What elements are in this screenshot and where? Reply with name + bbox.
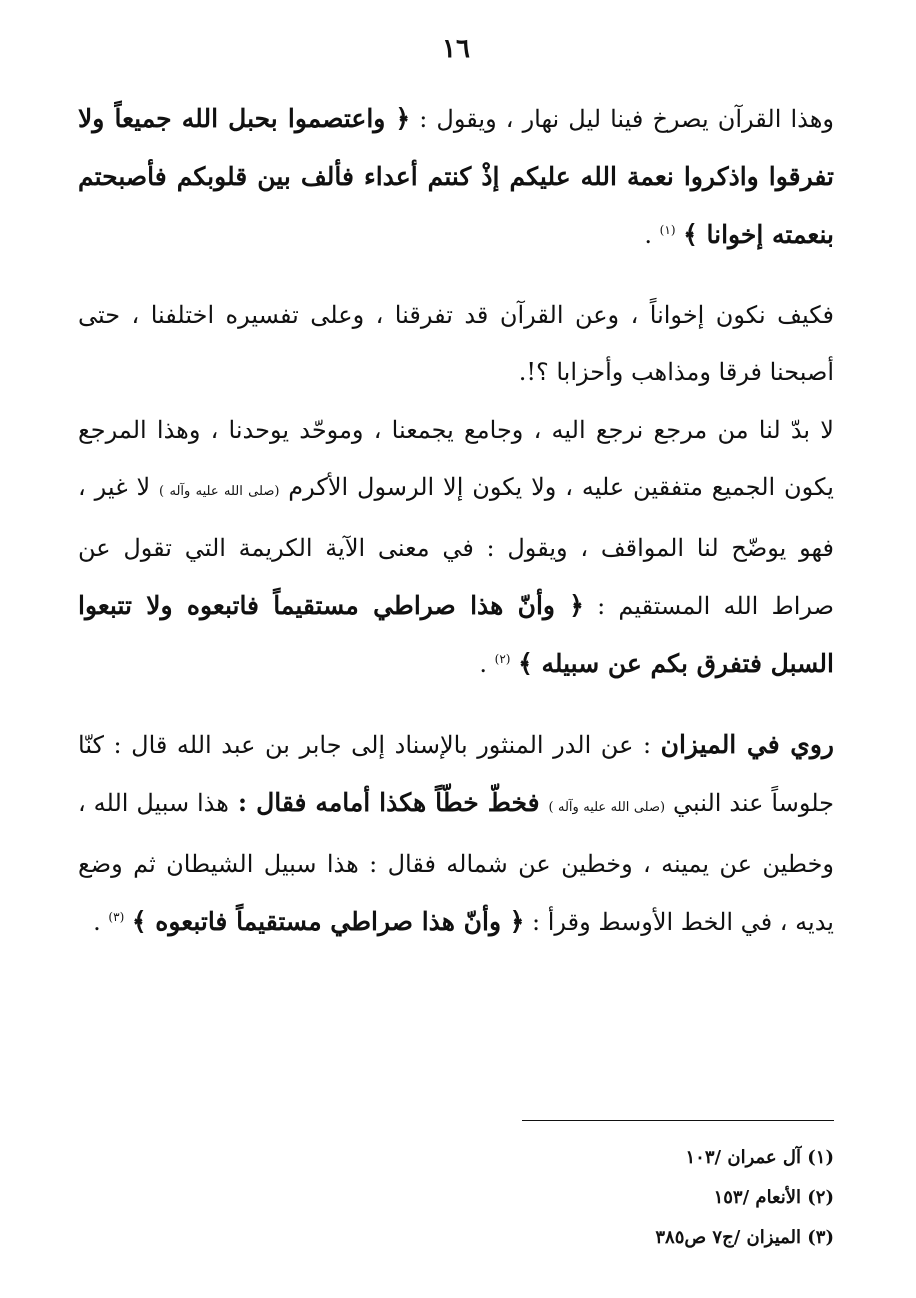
quran-verse: ﴿ وأنّ هذا صراطي مستقيماً فاتبعوه ﴾ bbox=[131, 907, 525, 936]
paragraph-3 bbox=[78, 402, 834, 693]
paragraph-text: لا غير ، فهو يوضّح لنا المواقف ، ويقول : في معنى الآية الكريمة التي تقول عن صراط الله المستقيم : bbox=[78, 473, 835, 620]
footnotes bbox=[434, 1138, 834, 1258]
footnote-ref: (٣) bbox=[108, 910, 125, 924]
salutation: (صلى الله عليه وآله ) bbox=[159, 484, 280, 499]
paragraph-text: هذا سبيل الله ، وخطين عن يمينه ، وخطين عن شماله فقال : هذا سبيل الشيطان ثم وضع يديه ، في الخط الأوسط وقرأ : bbox=[78, 789, 834, 936]
quran-verse: ﴿ وأنّ هذا صراطي مستقيماً فاتبعوه ولا تتبعوا السبل فتفرق بكم عن سبيله ﴾ bbox=[78, 591, 834, 678]
quran-verse: ﴿ واعتصموا بحبل الله جميعاً ولا تفرقوا واذكروا نعمة الله عليكم إذْ كنتم أعداء فألف بين قلوبكم فأصبحتم بنعمته إخوانا ﴾ bbox=[78, 104, 834, 249]
document-page bbox=[78, 0, 834, 1298]
footnote-ref: (٢) bbox=[494, 652, 511, 666]
paragraph-text: : عن الدر المنثور بالإسناد إلى جابر بن عبد الله قال : كنّا جلوساً عند النبي bbox=[78, 731, 834, 817]
footnote-3: (٣) الميزان /ج٧ ص٣٨٥ bbox=[655, 1227, 834, 1248]
footnote-ref: (١) bbox=[659, 223, 676, 237]
paragraph-text: وهذا القرآن يصرخ فينا ليل نهار ، ويقول : bbox=[410, 105, 834, 133]
paragraph-2 bbox=[78, 287, 834, 401]
paragraph-text: فكيف نكون إخواناً ، وعن القرآن قد تفرقنا ، وعلى تفسيره اختلفنا ، حتى أصبحنا فرقا ومذاهب وأحزابا ؟!. bbox=[78, 301, 834, 386]
footnote-2: (٢) الأنعام /١٥٣ bbox=[713, 1187, 834, 1208]
salutation: (صلى الله عليه وآله ) bbox=[548, 800, 666, 815]
footnote-divider bbox=[522, 1120, 834, 1121]
paragraph-1 bbox=[78, 90, 834, 264]
paragraph-4 bbox=[78, 716, 834, 951]
paragraph-bold-text: فخطّ خطّاً هكذا أمامه فقال : bbox=[228, 788, 549, 817]
paragraph-text: . bbox=[93, 908, 109, 936]
paragraph-text: . bbox=[479, 650, 495, 678]
source-heading: روي في الميزان bbox=[660, 730, 835, 759]
paragraph-text: . bbox=[644, 221, 660, 249]
page-number: ١٦ bbox=[442, 34, 470, 64]
paragraph-text: لا بدّ لنا من مرجع نرجع اليه ، وجامع يجمعنا ، وموحّد يوحدنا ، وهذا المرجع يكون الجميع متفقين عليه ، ولا يكون إلا الرسول الأكرم bbox=[78, 416, 834, 501]
footnote-1: (١) آل عمران /١٠٣ bbox=[685, 1147, 834, 1168]
